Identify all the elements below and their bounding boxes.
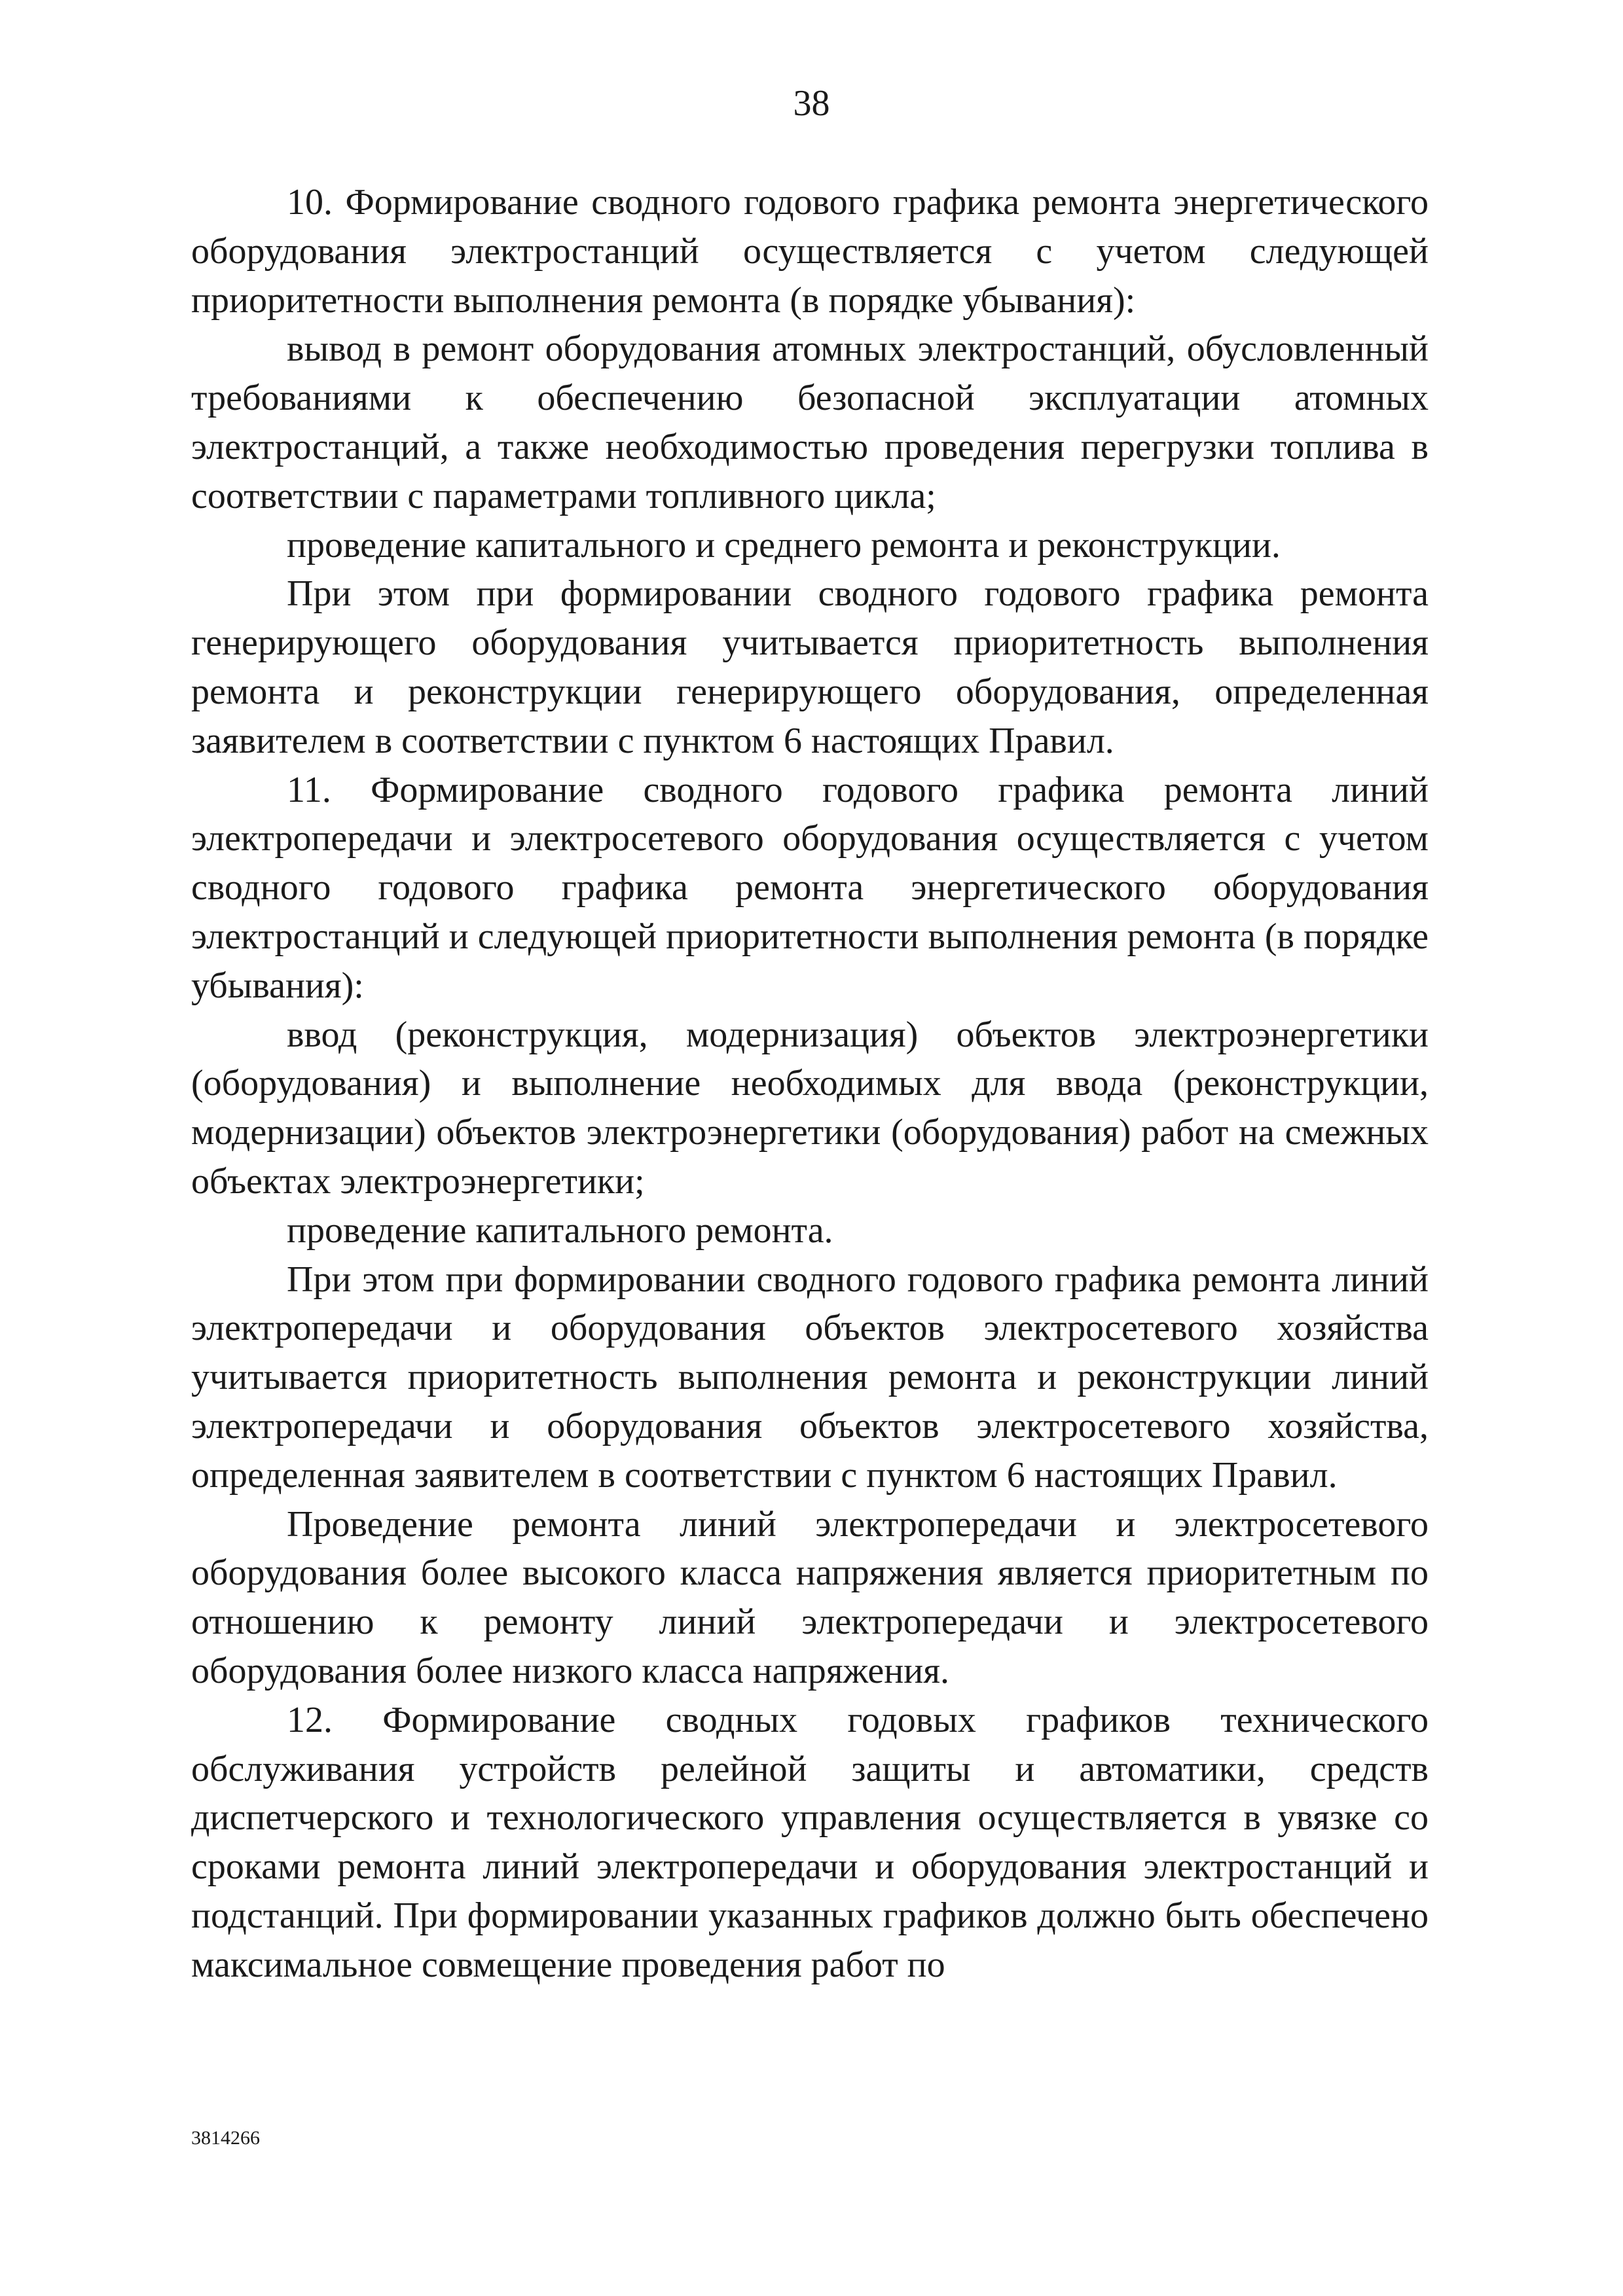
paragraph-12: 12. Формирование сводных годовых графиков технического обслуживания устройств релейной защиты и автоматики, средств диспетчерского и технологического управления осуществляется в увязке со сроками ремонта линий электропередачи и оборудования электростанций и подстанций. При формировании указанных графиков должно быть обеспечено максимальное совмещение проведения работ по (191, 1699, 1429, 1985)
paragraph-10: 10. Формирование сводного годового графика ремонта энергетического оборудования электростанций осуществляется с учетом следующей приоритетности выполнения ремонта (в порядке убывания): (191, 182, 1429, 321)
paragraph-voltage-class: Проведение ремонта линий электропередачи и электросетевого оборудования более высокого класса напряжения является приоритетным по отношению к ремонту линий электропередачи и электросетевого оборудования более низкого класса напряжения. (191, 1503, 1429, 1691)
list-item-commissioning: ввод (реконструкция, модернизация) объектов электроэнергетики (оборудования) и выполнение необходимых для ввода (реконструкции, модернизации) объектов электроэнергетики (оборудования) работ на смежных объектах электроэнергетики; (191, 1014, 1429, 1202)
list-item-capital-repair: проведение капитального и среднего ремонта и реконструкции. (287, 524, 1281, 565)
page-number: 38 (793, 83, 830, 124)
paragraph-11: 11. Формирование сводного годового графика ремонта линий электропередачи и электросетевого оборудования осуществляется с учетом сводного годового графика ремонта энергетического оборудования электростанций и следующей приоритетности выполнения ремонта (в порядке убывания): (191, 769, 1429, 1006)
list-item-capital-repair-grid: проведение капитального ремонта. (287, 1210, 833, 1251)
paragraph-generating-priority: При этом при формировании сводного годового графика ремонта генерирующего оборудования учитывается приоритетность выполнения ремонта и реконструкции генерирующего оборудования, определенная заявителем в соответствии с пунктом 6 настоящих Правил. (191, 573, 1429, 761)
document-code: 3814266 (191, 2127, 260, 2149)
paragraph-grid-priority: При этом при формировании сводного годового графика ремонта линий электропередачи и оборудования объектов электросетевого хозяйства учитывается приоритетность выполнения ремонта и реконструкции линий электропередачи и оборудования объектов электросетевого хозяйства, определенная заявителем в соответствии с пунктом 6 настоящих Правил. (191, 1259, 1429, 1496)
document-body (191, 178, 1429, 1989)
list-item-npp-outage: вывод в ремонт оборудования атомных электростанций, обусловленный требованиями к обеспечению безопасной эксплуатации атомных электростанций, а также необходимостью проведения перегрузки топлива в соответствии с параметрами топливного цикла; (191, 329, 1429, 516)
